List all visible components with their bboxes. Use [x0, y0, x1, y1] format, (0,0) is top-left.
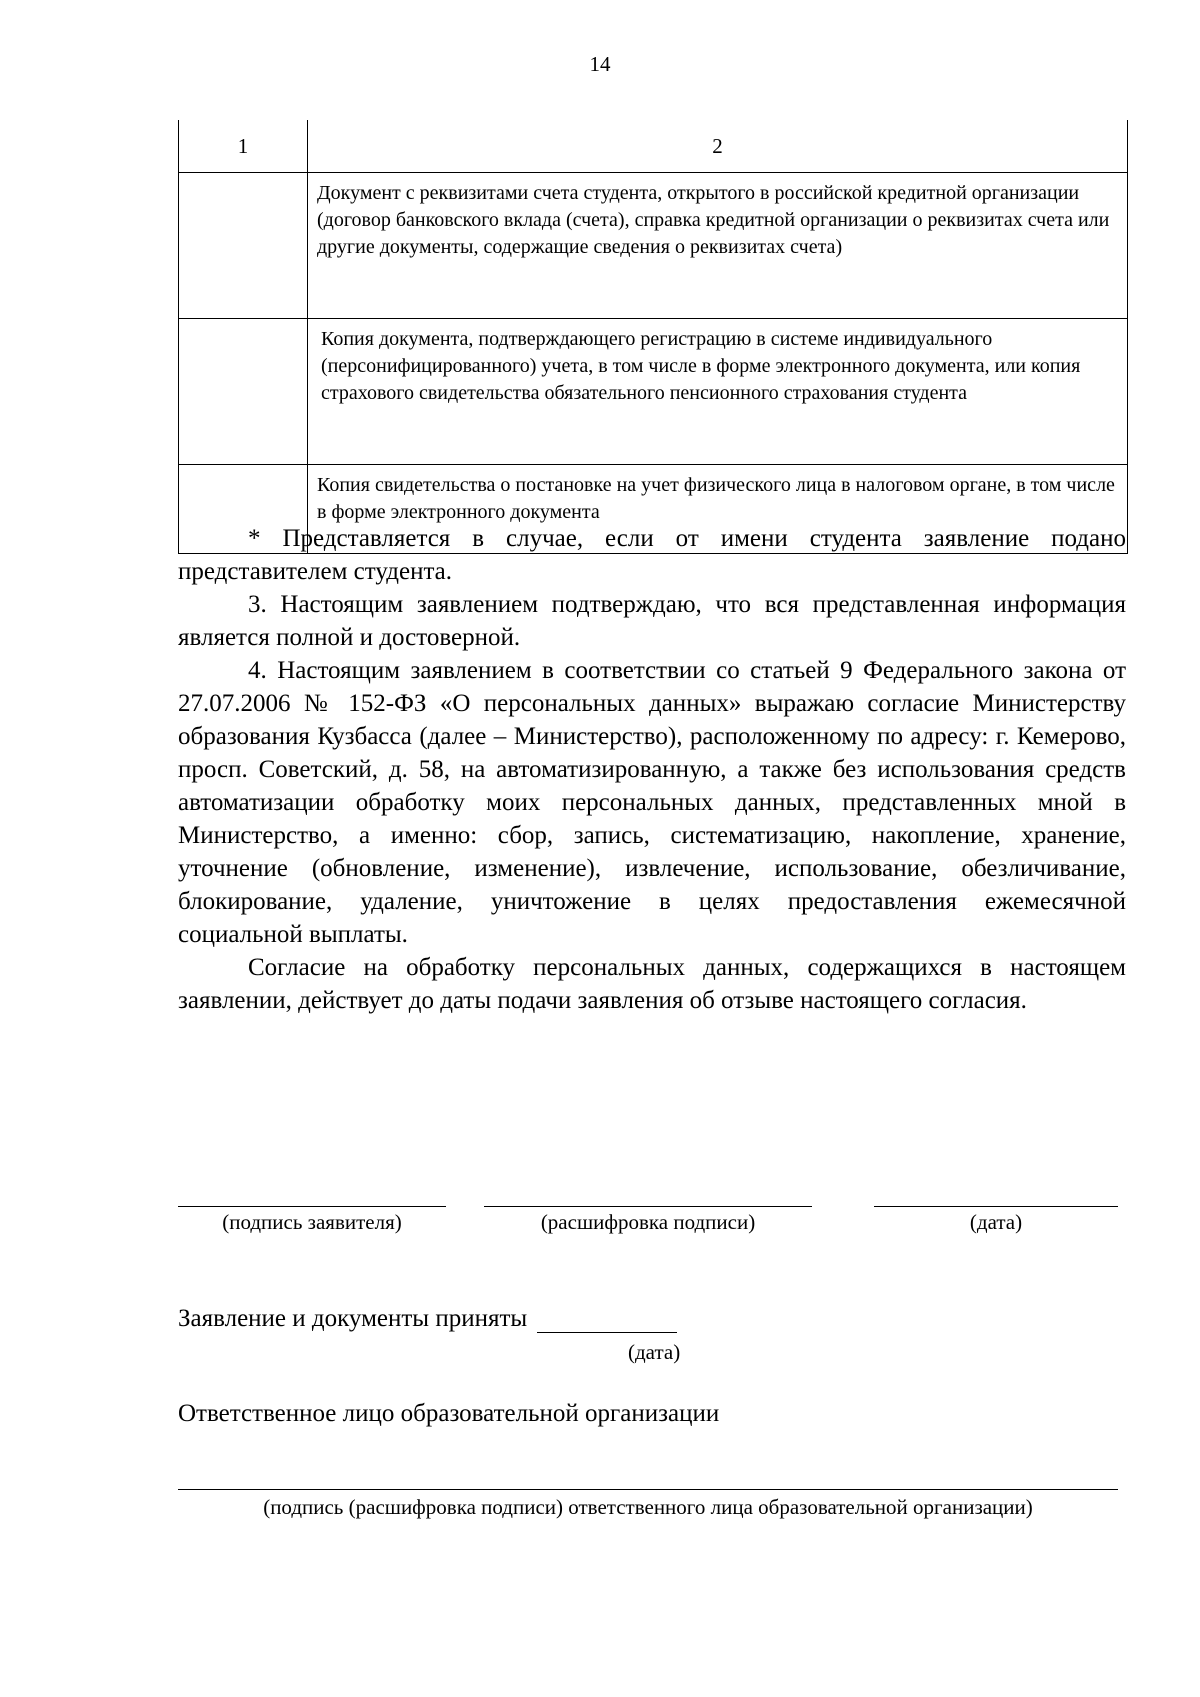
applicant-signature-caption: (подпись заявителя) [222, 1210, 402, 1234]
table-cell-number [179, 173, 308, 319]
confirmation-paragraph: 3. Настоящим заявлением подтверждаю, что вся представленная информация является полной и достоверной. [178, 591, 1126, 651]
table-cell-number [179, 319, 308, 465]
consent-paragraph: 4. Настоящим заявлением в соответствии со статьей 9 Федерального закона от 27.07.2006 № 152-ФЗ «О персональных данных» выражаю согласие Министерству образования Кузбасса (далее – Министерство), расположенному по адресу: г. Кемерово, просп. Советский, д. 58, на автоматизированную, а также без использования средств автоматизации обработку моих персональных данных, представленных мной в Министерство, а именно: сбор, запись, систематизацию, накопление, хранение, уточнение (обновление, изменение), извлечение, использование, обезличивание, блокирование, удаление, уничтожение в целях предоставления ежемесячной социальной выплаты. [178, 657, 1126, 948]
table-header-cell-2: 2 [308, 120, 1128, 173]
decoding-signature-caption: (расшифровка подписи) [540, 1210, 756, 1234]
date-signature-line [874, 1206, 1118, 1207]
decoding-signature-line [484, 1206, 812, 1207]
table-header-row [179, 120, 1128, 173]
footnote-paragraph: * Представляется в случае, если от имени студента заявление подано представителем студента. [178, 525, 1126, 585]
responsible-signature-caption: (подпись (расшифровка подписи) ответственного лица образовательной организации) [263, 1495, 1033, 1519]
accepted-date-line [537, 1306, 677, 1333]
date-signature-caption: (дата) [969, 1210, 1023, 1234]
responsible-person-label: Ответственное лицо образовательной организации [178, 1400, 720, 1427]
accepted-label: Заявление и документы приняты [178, 1305, 528, 1332]
table-cell-document: Копия документа, подтверждающего регистрацию в системе индивидуального (персонифицированного) учета, в том числе в форме электронного документа, или копия страхового свидетельства обязательного пенсионного страхования студента [308, 319, 1128, 465]
applicant-signature-line [178, 1206, 446, 1207]
consent-validity-paragraph: Согласие на обработку персональных данных, содержащихся в настоящем заявлении, действует до даты подачи заявления об отзыве настоящего согласия. [178, 954, 1126, 1014]
accepted-statement [178, 1305, 677, 1333]
accepted-date-caption: (дата) [628, 1340, 681, 1364]
table-cell-document: Документ с реквизитами счета студента, открытого в российской кредитной организации (договор банковского вклада (счета), справка кредитной организации о реквизитах счета или другие документы, содержащие сведения о реквизитах счета) [308, 173, 1128, 319]
table-header-cell-1: 1 [179, 120, 308, 173]
responsible-signature-line [178, 1489, 1118, 1490]
table-cell-document: Копия свидетельства о постановке на учет физического лица в налоговом органе, в том числе в форме электронного документа [308, 465, 1128, 554]
page-number: 14 [589, 52, 611, 76]
table-row [179, 319, 1128, 465]
table-row [179, 173, 1128, 319]
documents-table [178, 120, 1128, 554]
body-text [178, 522, 1126, 1017]
